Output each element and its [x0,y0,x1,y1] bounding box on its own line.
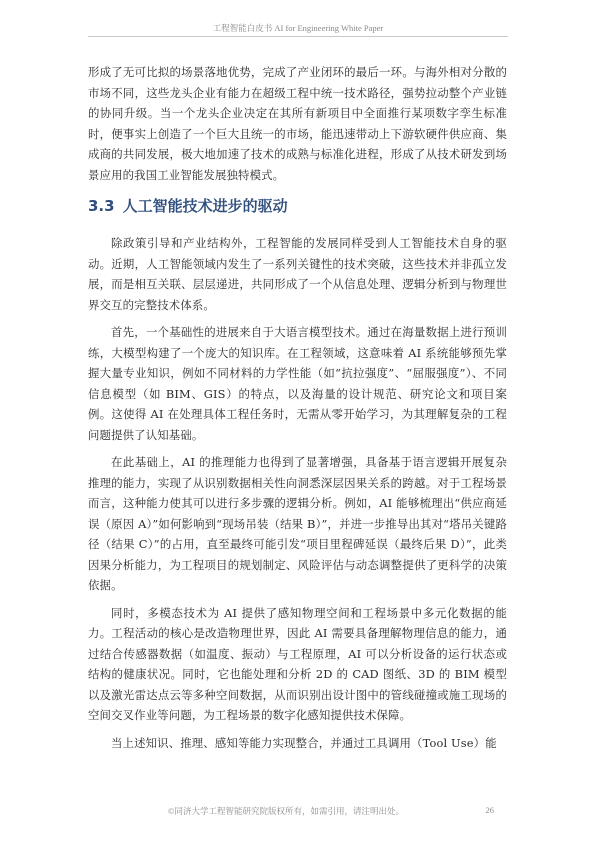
body-paragraph: 同时，多模态技术为 AI 提供了感知物理空间和工程场景中多元化数据的能力。工程活动的核心是改造物理世界，因此 AI 需要具备理解物理信息的能力，通过结合传感器数据（如温度、振动）与工程原理，AI 可以分析设备的运行状态或结构的健康状况。同时，它也能处理和分析 2D 的 CAD 图纸、3D 的 BIM 模型以及激光雷达点云等多种空间数据，从而识别出设计图中的管线碰撞或施工现场的空间交叉作业等问题，为工程场景的数字化感知提供技术保障。 [88,605,507,722]
section-number: 3.3 [88,197,115,215]
body-paragraph: 当上述知识、推理、感知等能力实现整合，并通过工具调用（Tool Use）能 [111,735,497,750]
page-number: 26 [485,805,494,815]
header-divider [88,36,508,37]
body-paragraph-intro: 形成了无可比拟的场景落地优势，完成了产业闭环的最后一环。与海外相对分散的市场不同，这些龙头企业有能力在超级工程中统一技术路径，强势拉动整个产业链的协同升级。当一个龙头企业决定在其所有新项目中全面推行某项数字孪生标准时，便事实上创造了一个巨大且统一的市场，能迅速带动上下游软硬件供应商、集成商的共同发展，极大地加速了技术的成熟与标准化进程，形成了从技术研发到场景应用的我国工业智能发展独特模式。 [88,65,507,182]
body-paragraph: 除政策引导和产业结构外，工程智能的发展同样受到人工智能技术自身的驱动。近期，人工智能领域内发生了一系列关键性的技术突破，这些技术并非孤立发展，而是相互关联、层层递进，共同形成了一个从信息处理、逻辑分析到与物理世界交互的完整技术体系。 [88,236,507,312]
copyright-notice: ©同济大学工程智能研究院版权所有，如需引用，请注明出处。 [168,806,404,816]
body-paragraph: 在此基础上，AI 的推理能力也得到了显著增强，具备基于语言逻辑开展复杂推理的能力，实现了从识别数据相关性向洞悉深层因果关系的跨越。对于工程场景而言，这种能力使其可以进行多步骤的逻辑分析。例如，AI 能够梳理出“供应商延误（原因 A）”如何影响到“现场吊装（结果 B）”，并进一步推导出其对“塔吊关键路径（结果 C）”的占用，直至最终可能引发“项目里程碑延误（最终后果 D）”，此类因果分析能力，为工程项目的规划制定、风险评估与动态调整提供了更科学的决策依据。 [88,455,507,592]
main-content [88,62,507,760]
section-heading [88,195,507,217]
running-header: 工程智能白皮书 AI for Engineering White Paper [212,23,384,33]
section-title: 人工智能技术进步的驱动 [122,197,288,215]
body-paragraph: 首先，一个基础性的进展来自于大语言模型技术。通过在海量数据上进行预训练，大模型构建了一个庞大的知识库。在工程领域，这意味着 AI 系统能够预先掌握大量专业知识，例如不同材料的力学性能（如“抗拉强度”、“屈服强度”）、不同信息模型（如 BIM、GIS）的特点，以及海量的设计规范、研究论文和项目案例。这使得 AI 在处理具体工程任务时，无需从零开始学习，为其理解复杂的工程问题提供了认知基础。 [88,325,507,442]
